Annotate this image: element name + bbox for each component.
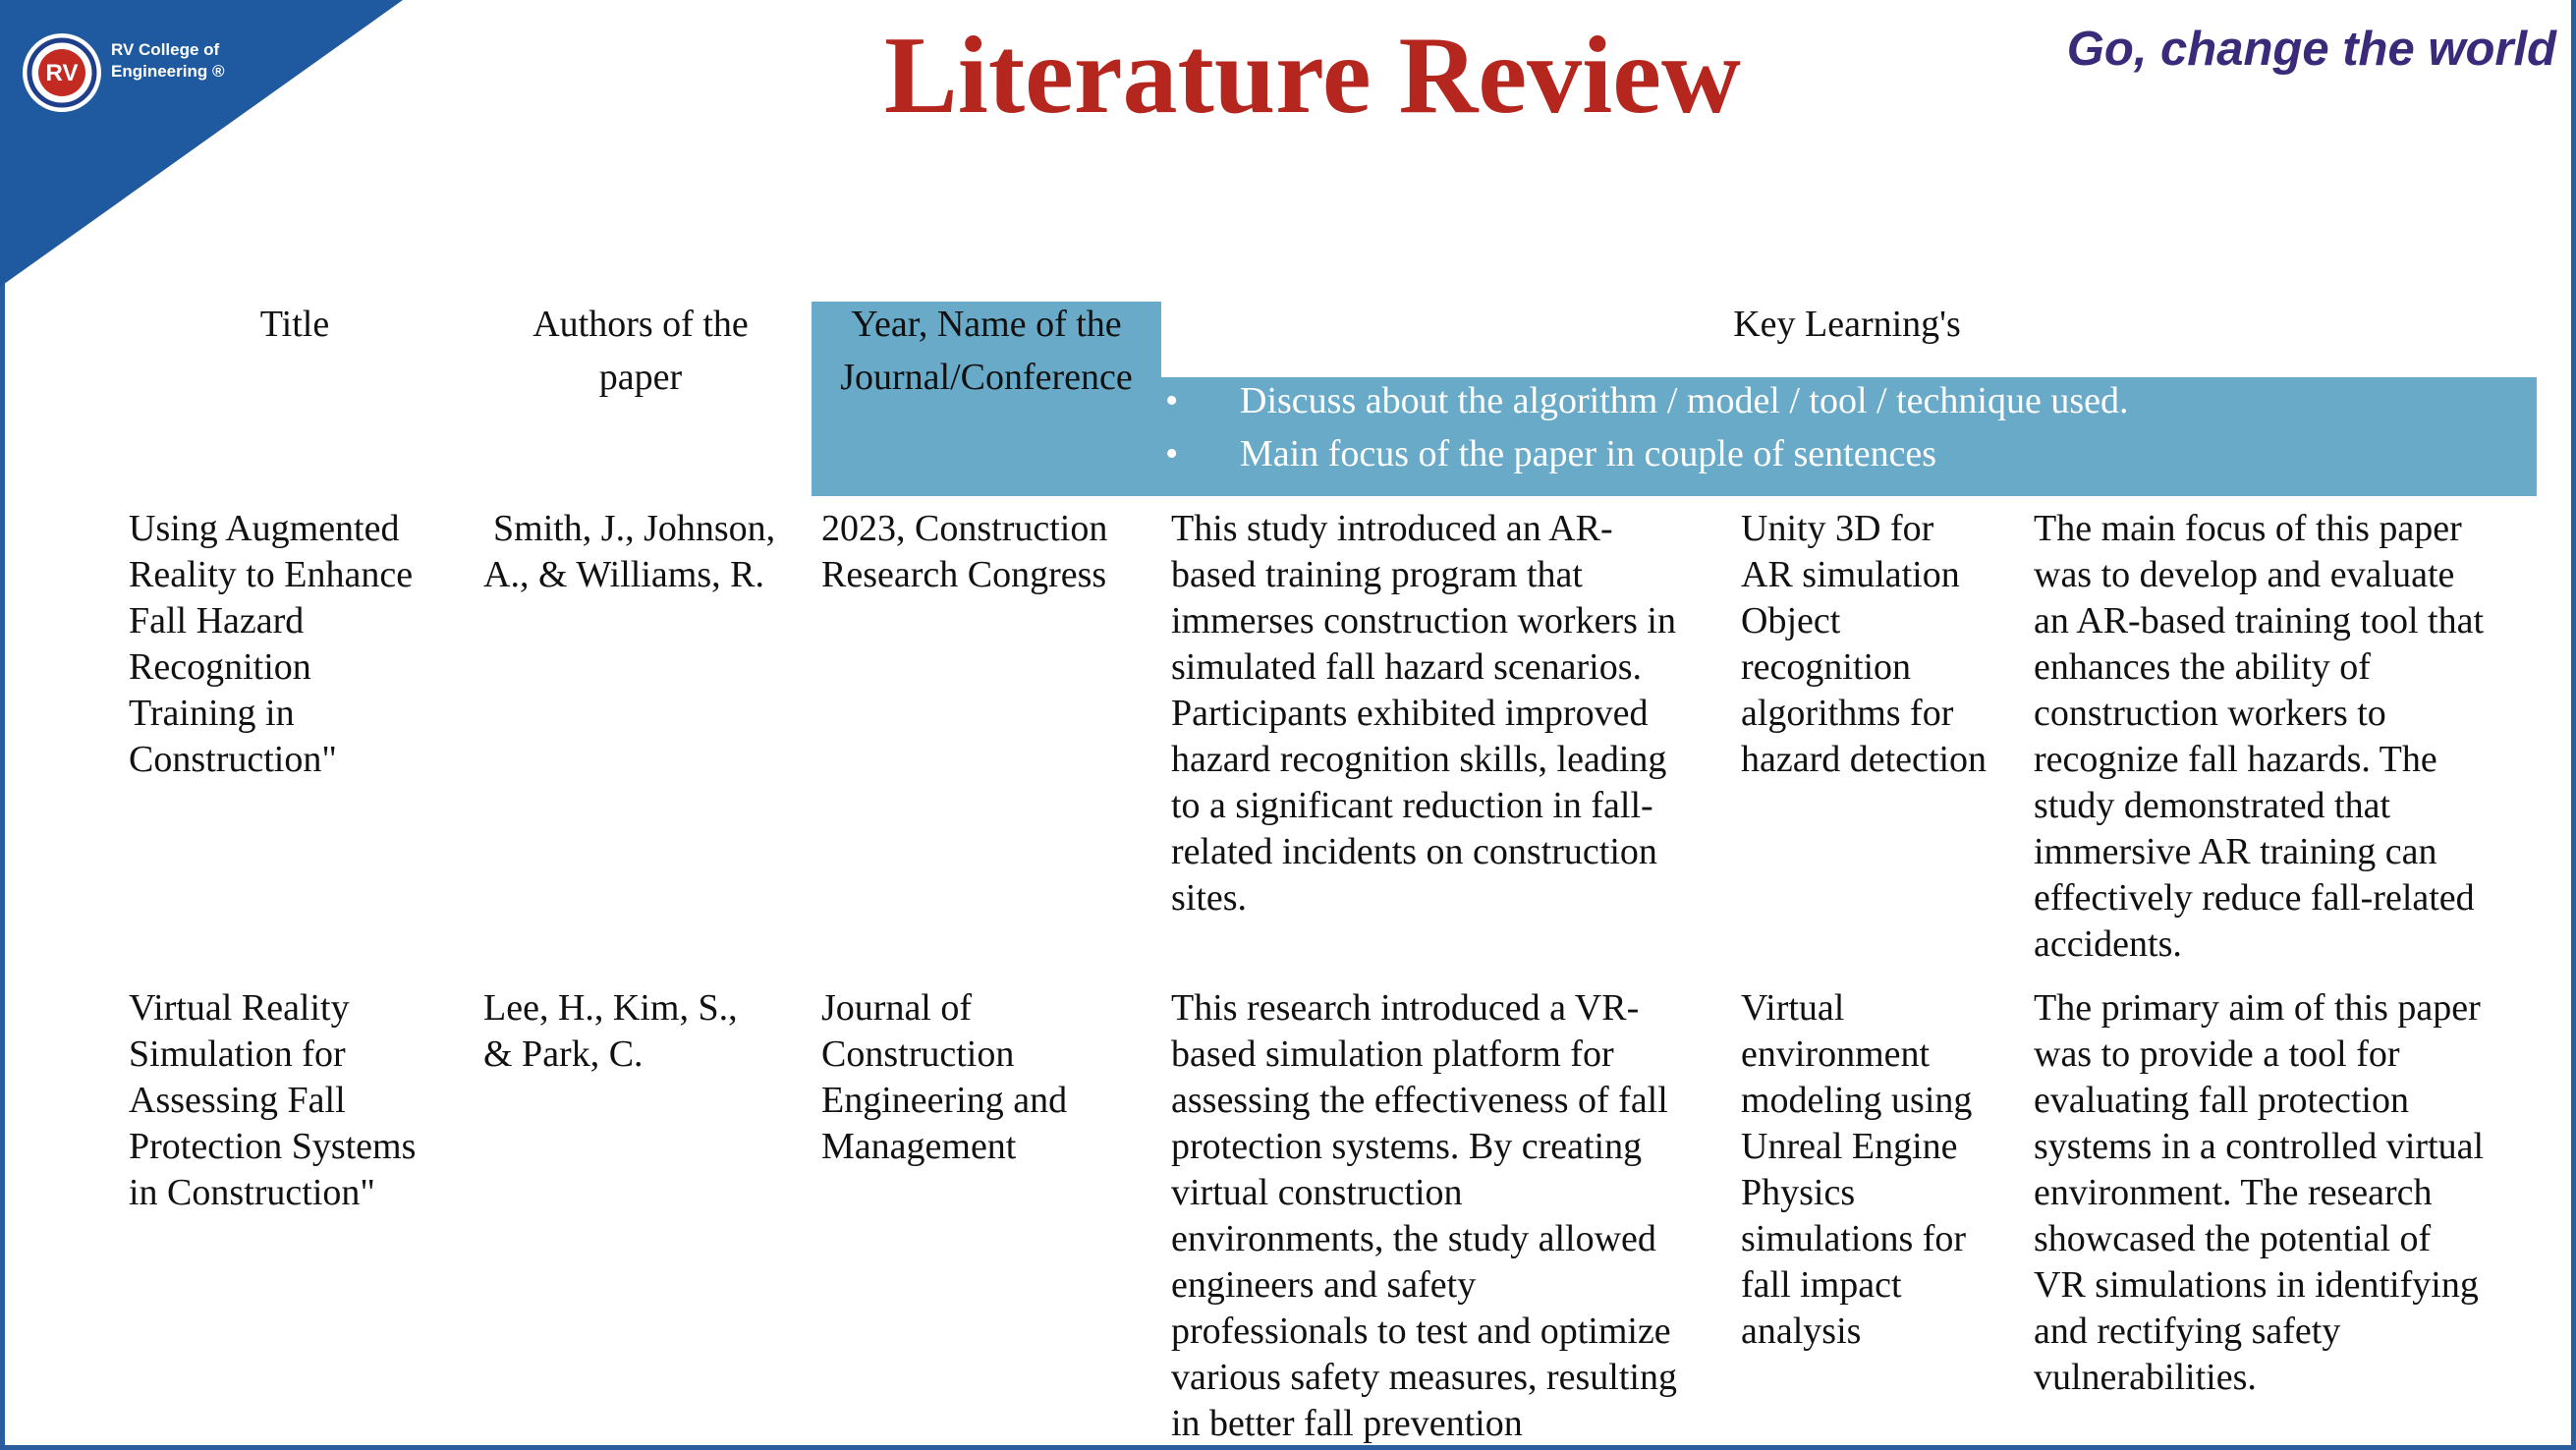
row1-year-journal <box>821 506 1155 598</box>
header-title: Title <box>259 304 330 345</box>
row2-tools-line: fall impact <box>1741 1264 1902 1306</box>
row1-year-line: 2023, Construction <box>821 508 1108 549</box>
row1-focus-line: enhances the ability of <box>2034 646 2371 688</box>
header-year-line2: Journal/Conference <box>840 357 1133 398</box>
row2-title-line: Virtual Reality <box>129 987 350 1029</box>
row2-year-line: Management <box>821 1126 1017 1167</box>
row2-tools-line: Physics <box>1741 1172 1856 1213</box>
row2-title-line: Simulation for <box>129 1033 346 1075</box>
row1-title-line: Construction" <box>129 739 337 780</box>
row1-description-line: Participants exhibited improved <box>1171 693 1649 734</box>
frame-right-border <box>2571 0 2576 1450</box>
row2-tools <box>1741 985 2026 1355</box>
svg-text:RV: RV <box>45 60 79 86</box>
row1-focus-line: construction workers to <box>2034 693 2386 734</box>
row1-description-line: immerses construction workers in <box>1171 600 1676 641</box>
row2-focus-line: and rectifying safety <box>2034 1311 2341 1352</box>
row2-description-line: assessing the effectiveness of fall <box>1171 1080 1668 1121</box>
row1-description-line: sites. <box>1171 877 1248 919</box>
row1-description-line: This study introduced an AR- <box>1171 508 1613 549</box>
row1-focus-line: effectively reduce fall-related <box>2034 877 2475 919</box>
row2-focus-line: The primary aim of this paper <box>2034 987 2481 1029</box>
row2-focus-line: environment. The research <box>2034 1172 2433 1213</box>
row1-title-line: Fall Hazard <box>129 600 305 641</box>
row1-authors <box>483 506 808 598</box>
key-bullet-2: • Main focus of the paper in couple of sentences <box>1165 427 2531 480</box>
row2-tools-line: simulations for <box>1741 1218 1967 1259</box>
row1-description-line: hazard recognition skills, leading <box>1171 739 1667 780</box>
row1-tools-line: Unity 3D for <box>1741 508 1934 549</box>
row1-tools-line: hazard detection <box>1741 739 1988 780</box>
row1-focus-line: immersive AR training can <box>2034 831 2437 872</box>
row2-tools-line: Virtual <box>1741 987 1845 1029</box>
college-name-line1: RV College of <box>111 40 220 59</box>
row1-authors-line: A., & Williams, R. <box>483 554 764 595</box>
row2-tools-line: analysis <box>1741 1311 1862 1352</box>
row1-focus <box>2034 506 2545 968</box>
row1-title-line: Training in <box>129 693 295 734</box>
row1-description <box>1171 506 1731 921</box>
row1-title-line: Reality to Enhance <box>129 554 414 595</box>
header-year-line1: Year, Name of the <box>851 304 1122 345</box>
row1-focus-line: was to develop and evaluate <box>2034 554 2455 595</box>
row2-focus-line: showcased the potential of <box>2034 1218 2432 1259</box>
row2-description-line: based simulation platform for <box>1171 1033 1614 1075</box>
row2-year-line: Engineering and <box>821 1080 1068 1121</box>
row2-authors-line: & Park, C. <box>483 1033 644 1075</box>
row1-focus-line: accidents. <box>2034 923 2182 965</box>
row2-focus-line: VR simulations in identifying <box>2034 1264 2479 1306</box>
row2-title-line: Assessing Fall <box>129 1080 346 1121</box>
row2-description <box>1171 985 1731 1447</box>
row1-tools-line: AR simulation <box>1741 554 1960 595</box>
tagline: Go, change the world <box>2066 23 2556 76</box>
row2-year-line: Journal of <box>821 987 973 1029</box>
row1-title <box>129 506 463 783</box>
row1-tools-line: recognition <box>1741 646 1912 688</box>
row1-tools <box>1741 506 2026 783</box>
row1-description-line: to a significant reduction in fall- <box>1171 785 1653 826</box>
row2-focus <box>2034 985 2545 1401</box>
row2-description-line: This research introduced a VR- <box>1171 987 1640 1029</box>
row2-focus-line: evaluating fall protection <box>2034 1080 2409 1121</box>
header-authors-line2: paper <box>598 357 683 398</box>
slide-title: Literature Review <box>884 15 1741 137</box>
row2-authors <box>483 985 808 1078</box>
row1-title-line: Using Augmented <box>129 508 400 549</box>
row2-description-line: virtual construction <box>1171 1172 1463 1213</box>
college-name <box>111 39 224 83</box>
row1-focus-line: an AR-based training tool that <box>2034 600 2485 641</box>
row2-year-line: Construction <box>821 1033 1015 1075</box>
row1-description-line: simulated fall hazard scenarios. <box>1171 646 1643 688</box>
row2-year-journal <box>821 985 1155 1170</box>
row2-title-line: in Construction" <box>129 1172 375 1213</box>
row2-focus-line: was to provide a tool for <box>2034 1033 2400 1075</box>
header-year-journal <box>812 298 1161 404</box>
row1-focus-line: The main focus of this paper <box>2034 508 2462 549</box>
row2-description-line: environments, the study allowed <box>1171 1218 1656 1259</box>
row2-tools-line: modeling using <box>1741 1080 1973 1121</box>
row1-focus-line: study demonstrated that <box>2034 785 2391 826</box>
row2-description-line: professionals to test and optimize <box>1171 1311 1671 1352</box>
row1-tools-line: Object <box>1741 600 1841 641</box>
row1-description-line: based training program that <box>1171 554 1583 595</box>
key-learning-bullets <box>1165 374 2531 480</box>
row2-description-line: engineers and safety <box>1171 1264 1477 1306</box>
row2-title-line: Protection Systems <box>129 1126 417 1167</box>
row2-authors-line: Lee, H., Kim, S., <box>483 987 738 1029</box>
row2-title <box>129 985 463 1216</box>
header-authors <box>474 298 808 404</box>
row1-authors-line: Smith, J., Johnson, <box>493 508 776 549</box>
row2-description-line: in better fall prevention <box>1171 1403 1523 1444</box>
row1-tools-line: algorithms for <box>1741 693 1954 734</box>
row2-description-line: various safety measures, resulting <box>1171 1357 1677 1398</box>
header-authors-line1: Authors of the <box>532 304 749 345</box>
row1-title-line: Recognition <box>129 646 311 688</box>
row2-tools-line: Unreal Engine <box>1741 1126 1958 1167</box>
row2-focus-line: vulnerabilities. <box>2034 1357 2257 1398</box>
header-key-learnings: Key Learning's <box>1733 304 1961 345</box>
key-bullet-1: • Discuss about the algorithm / model / tool / technique used. <box>1165 374 2531 427</box>
row2-focus-line: systems in a controlled virtual <box>2034 1126 2485 1167</box>
college-name-line2: Engineering ® <box>111 62 225 81</box>
row2-tools-line: environment <box>1741 1033 1931 1075</box>
rv-logo-icon <box>22 32 102 113</box>
row1-year-line: Research Congress <box>821 554 1107 595</box>
row2-description-line: protection systems. By creating <box>1171 1126 1643 1167</box>
row1-description-line: related incidents on construction <box>1171 831 1657 872</box>
row1-focus-line: recognize fall hazards. The <box>2034 739 2437 780</box>
